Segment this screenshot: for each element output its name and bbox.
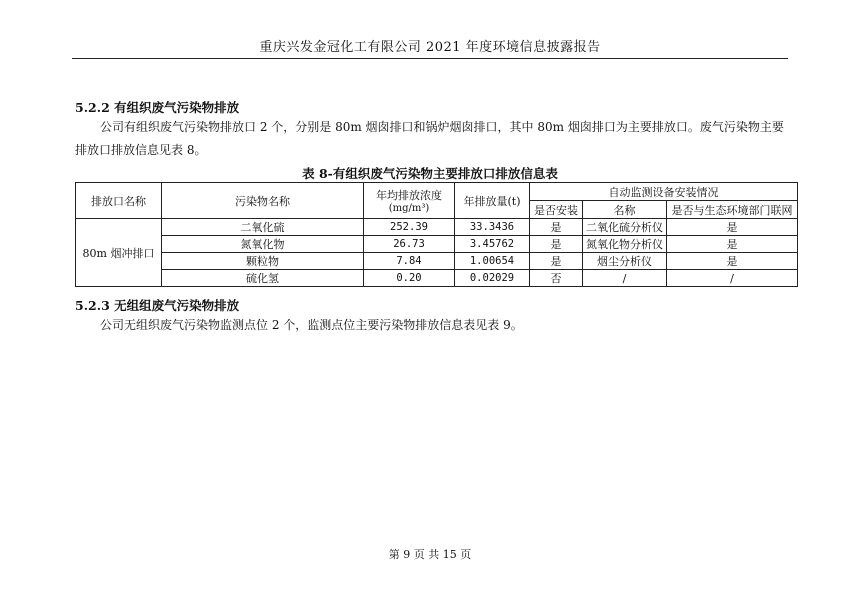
concentration-cell: 7.84: [364, 253, 455, 270]
emission-cell: 33.3436: [455, 219, 530, 236]
device-cell: /: [583, 270, 667, 287]
header-divider: [72, 58, 788, 59]
table-row: [76, 270, 798, 287]
emission-cell: 3.45762: [455, 236, 530, 253]
header-avg-concentration: [364, 183, 455, 219]
device-cell: 氮氧化物分析仪: [583, 236, 667, 253]
emission-cell: 1.00654: [455, 253, 530, 270]
concentration-cell: 0.20: [364, 270, 455, 287]
header-pollutant-name: 污染物名称: [162, 183, 364, 219]
emission-cell: 0.02029: [455, 270, 530, 287]
header-concentration-unit: (mg/m³): [388, 203, 430, 214]
pollutant-cell: 氮氧化物: [162, 236, 364, 253]
networked-cell: 是: [667, 253, 798, 270]
header-networked: 是否与生态环境部门联网: [667, 201, 798, 219]
networked-cell: /: [667, 270, 798, 287]
page-number: 第 9 页 共 15 页: [388, 548, 472, 561]
header-annual-emission: 年排放量(t): [455, 183, 530, 219]
pollutant-cell: 硫化氢: [162, 270, 364, 287]
device-cell: 二氧化硫分析仪: [583, 219, 667, 236]
table-8-caption: 表 8-有组织废气污染物主要排放口排放信息表: [302, 166, 558, 181]
installed-cell: 是: [530, 219, 583, 236]
table-row: [76, 236, 798, 253]
table-row: [76, 253, 798, 270]
section-5-2-3-paragraph: 公司无组织废气污染物监测点位 2 个，监测点位主要污染物排放信息表见表 9。: [100, 318, 523, 332]
header-outlet-name: 排放口名称: [76, 183, 162, 219]
header-avg-concentration-label: 年均排放浓度: [376, 189, 442, 202]
page-header-title: 重庆兴发金冠化工有限公司 2021 年度环境信息披露报告: [259, 40, 601, 55]
installed-cell: 是: [530, 253, 583, 270]
section-heading-5-2-3: 5.2.3 无组组废气污染物排放: [75, 298, 240, 313]
header-device-name: 名称: [583, 201, 667, 219]
installed-cell: 否: [530, 270, 583, 287]
header-installed: 是否安装: [530, 201, 583, 219]
section-5-2-2-paragraph: 公司有组织废气污染物排放口 2 个，分别是 80m 烟囱排口和锅炉烟囱排口，其中 80m 烟囱排口为主要排放口。废气污染物主要排放口排放信息见表 8。: [75, 120, 784, 157]
outlet-cell: 80m 烟冲排口: [76, 219, 162, 287]
pollutant-cell: 颗粒物: [162, 253, 364, 270]
concentration-cell: 252.39: [364, 219, 455, 236]
device-cell: 烟尘分析仪: [583, 253, 667, 270]
header-monitoring-group: 自动监测设备安装情况: [530, 183, 798, 201]
installed-cell: 是: [530, 236, 583, 253]
emission-outlet-table: [75, 182, 798, 287]
networked-cell: 是: [667, 236, 798, 253]
section-heading-5-2-2: 5.2.2 有组织废气污染物排放: [75, 100, 240, 115]
table-row: [76, 219, 798, 236]
concentration-cell: 26.73: [364, 236, 455, 253]
networked-cell: 是: [667, 219, 798, 236]
pollutant-cell: 二氧化硫: [162, 219, 364, 236]
